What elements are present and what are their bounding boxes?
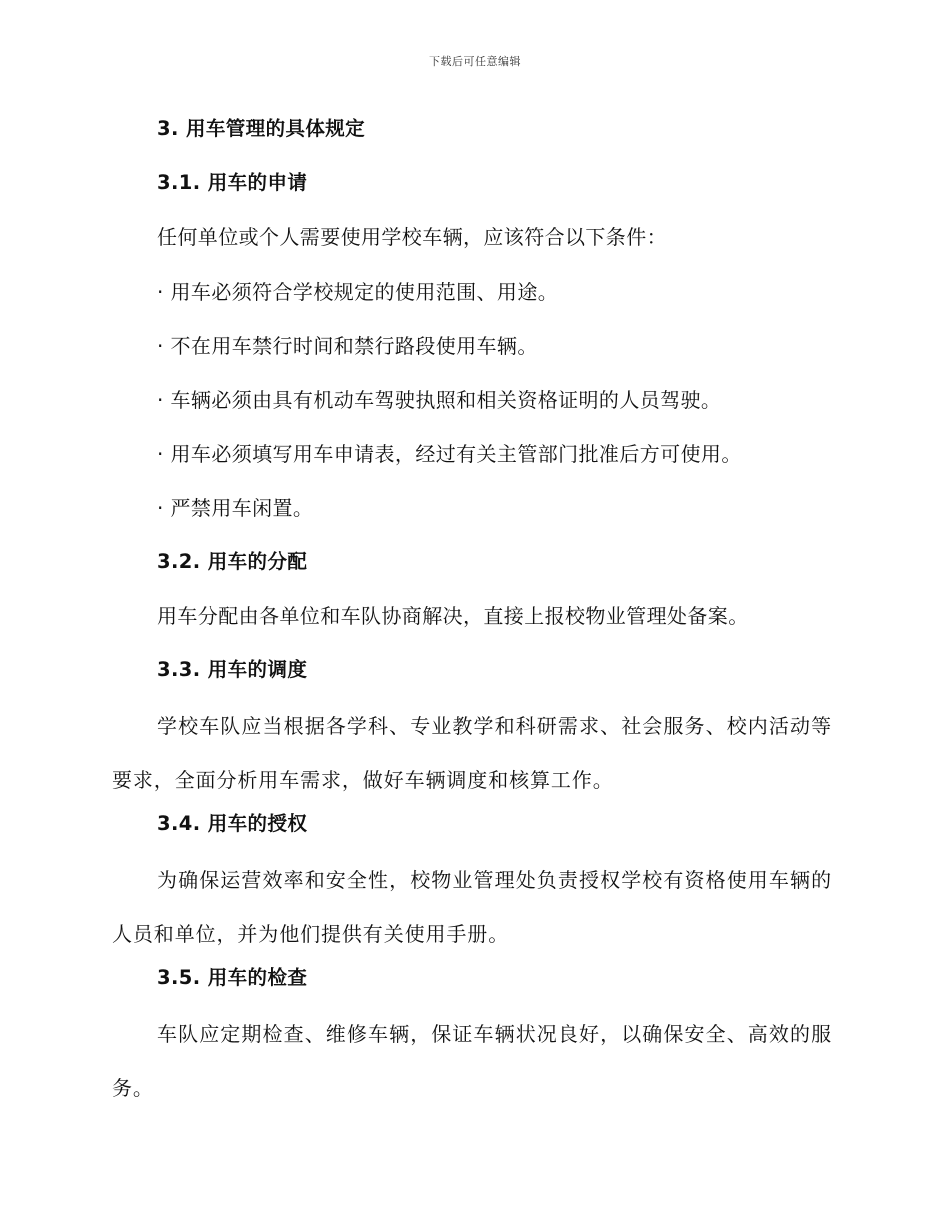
heading-authorization: 3.4. 用车的授权 — [157, 812, 308, 835]
heading-inspection: 3.5. 用车的检查 — [157, 966, 308, 989]
allocation-text: 用车分配由各单位和车队协商解决，直接上报校物业管理处备案。 — [157, 604, 749, 628]
authorization-text: 为确保运营效率和安全性，校物业管理处负责授权学校有资格使用车辆的人员和单位，并为他们提供有关使用手册。 — [112, 868, 832, 946]
apply-intro: 任何单位或个人需要使用学校车辆，应该符合以下条件： — [157, 225, 667, 249]
apply-item-2: · 不在用车禁行时间和禁行路段使用车辆。 — [157, 334, 538, 358]
heading-dispatch: 3.3. 用车的调度 — [157, 658, 308, 681]
page-header-note: 下载后可任意编辑 — [429, 55, 521, 68]
dispatch-text: 学校车队应当根据各学科、专业教学和科研需求、社会服务、校内活动等要求，全面分析用车需求，做好车辆调度和核算工作。 — [112, 714, 832, 792]
inspection-text: 车队应定期检查、维修车辆，保证车辆状况良好，以确保安全、高效的服务。 — [112, 1022, 832, 1100]
apply-item-5: · 严禁用车闲置。 — [157, 496, 314, 520]
heading-allocation: 3.2. 用车的分配 — [157, 550, 308, 573]
apply-item-1: · 用车必须符合学校规定的使用范围、用途。 — [157, 280, 559, 304]
apply-item-4: · 用车必须填写用车申请表，经过有关主管部门批准后方可使用。 — [157, 442, 742, 466]
apply-item-3: · 车辆必须由具有机动车驾驶执照和相关资格证明的人员驾驶。 — [157, 388, 722, 412]
heading-apply: 3.1. 用车的申请 — [157, 171, 308, 194]
section-title: 3. 用车管理的具体规定 — [157, 117, 366, 140]
